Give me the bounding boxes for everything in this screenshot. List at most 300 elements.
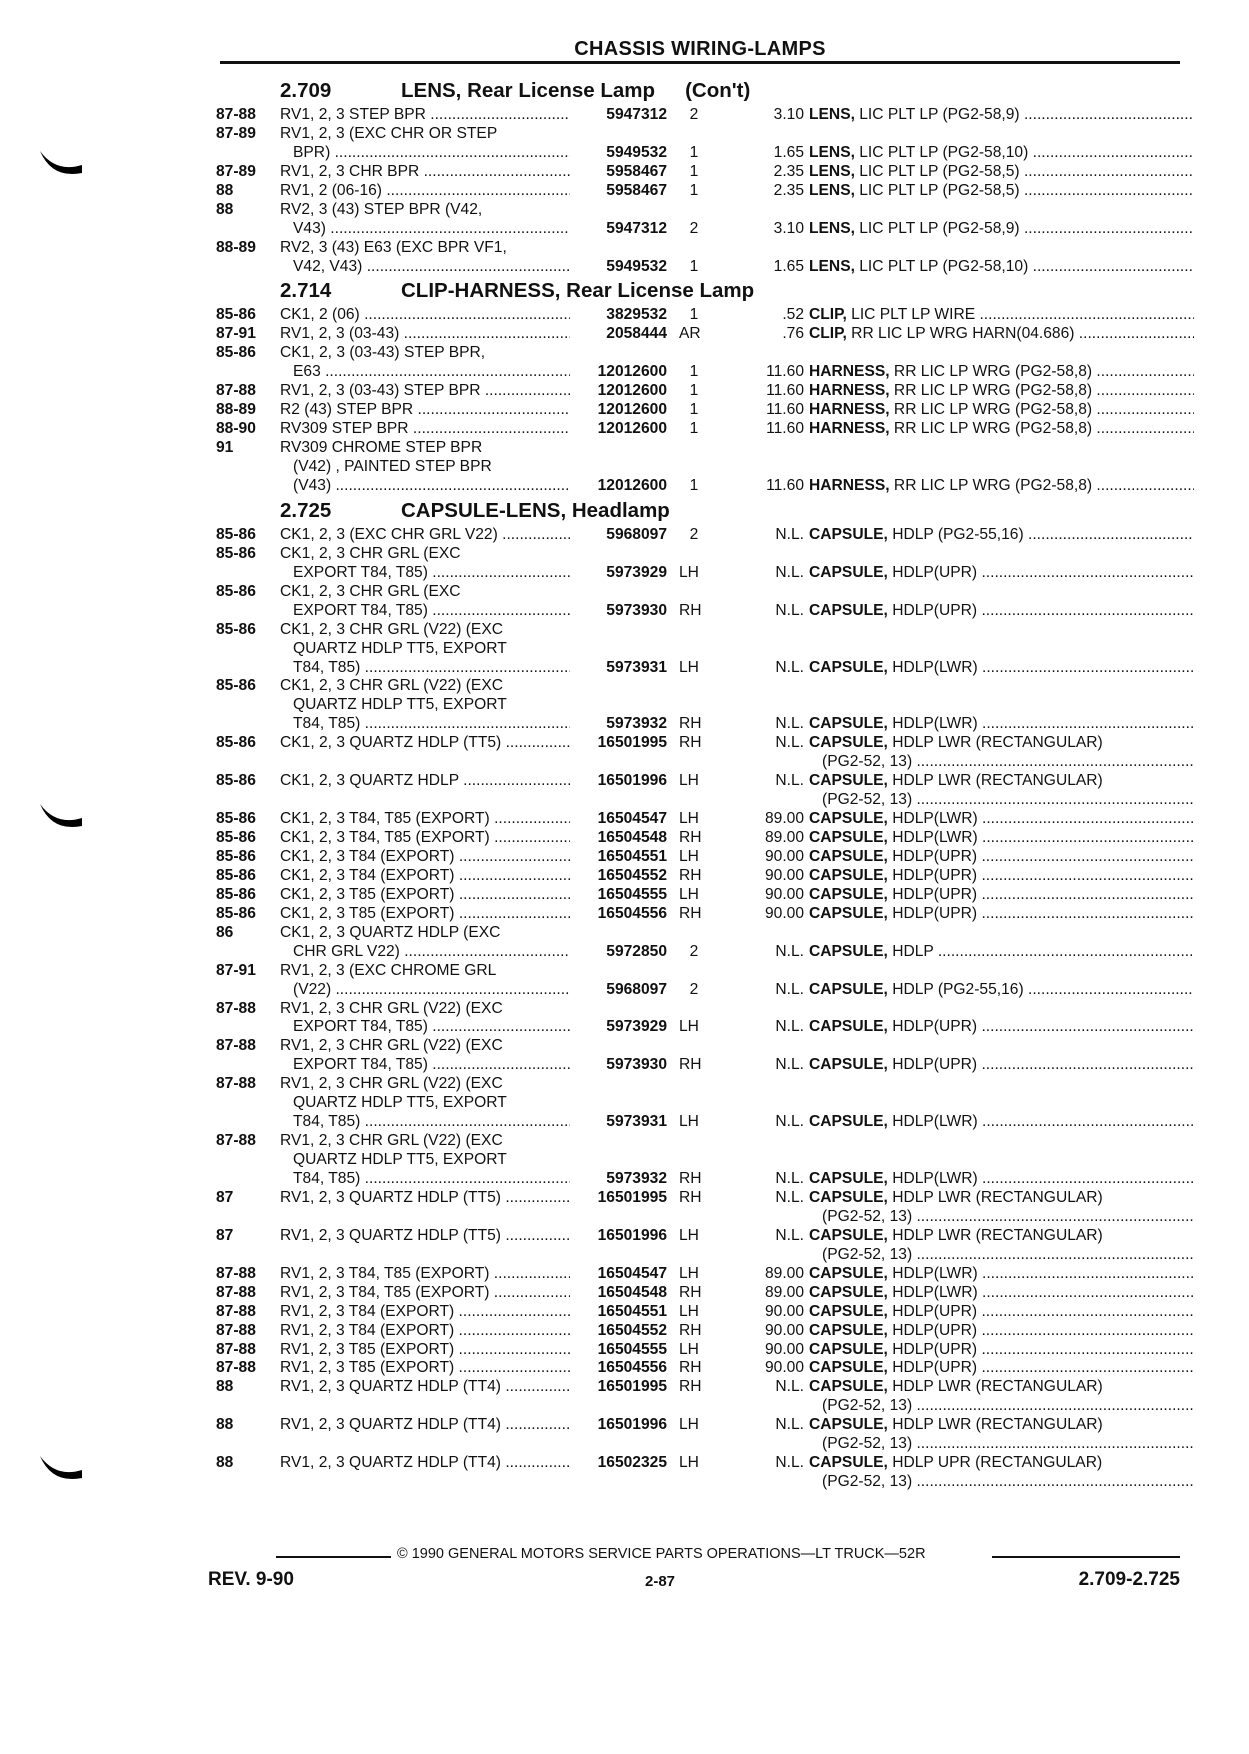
footer-rule-left — [276, 1556, 391, 1558]
part-noun: CAPSULE, — [809, 601, 888, 619]
part-number: 2058444 — [606, 325, 667, 343]
part-number: 3829532 — [606, 306, 667, 324]
price: 90.00 — [764, 866, 804, 884]
part-name — [809, 1303, 1194, 1322]
price: 11.60 — [766, 401, 804, 419]
application-description — [280, 621, 570, 678]
part-name-detail: HDLP(UPR) — [887, 847, 978, 865]
price: N.L. — [775, 1416, 804, 1434]
part-name-line — [809, 401, 1194, 420]
part-noun: CAPSULE, — [809, 1454, 888, 1472]
part-number: 16501996 — [597, 1416, 667, 1434]
quantity: RH — [679, 1283, 702, 1301]
quantity: RH — [679, 1188, 702, 1206]
price: N.L. — [775, 1454, 804, 1472]
quantity: 1 — [689, 420, 699, 438]
part-name-line — [809, 526, 1194, 545]
part-row — [216, 1359, 1196, 1378]
quantity: LH — [679, 658, 699, 676]
part-name-line — [809, 1113, 1194, 1132]
application-description — [280, 439, 570, 496]
application-description — [280, 886, 570, 905]
model-year: 85-86 — [216, 810, 256, 828]
quantity: 2 — [689, 106, 699, 123]
part-name-line — [809, 848, 1194, 867]
part-name-line — [809, 1397, 1194, 1416]
description-line: T84, T85) ..... — [280, 1113, 570, 1132]
application-description — [280, 829, 570, 848]
description-line: T84, T85) ..... — [280, 1170, 570, 1189]
part-number: 5947312 — [606, 219, 667, 237]
application-description — [280, 924, 570, 962]
part-name-detail: HDLP(UPR) — [887, 1340, 978, 1358]
description-line: CK1, 2, 3 (EXC CHR GRL V22) ..... — [280, 526, 570, 545]
part-row — [216, 106, 1196, 125]
description-line: CHR GRL V22) ..... — [280, 943, 570, 962]
part-row — [216, 1378, 1196, 1416]
section-title-text: CAPSULE-LENS, Headlamp — [401, 498, 670, 522]
application-description — [280, 1378, 570, 1397]
part-name-detail: RR LIC LP WRG (PG2-58,8) — [889, 420, 1093, 438]
quantity: RH — [679, 1056, 702, 1074]
description-line: RV1, 2, 3 T84, T85 (EXPORT) ..... — [280, 1265, 570, 1284]
part-noun: CAPSULE, — [809, 847, 888, 865]
application-description — [280, 1227, 570, 1246]
part-name — [809, 420, 1194, 439]
application-description — [280, 810, 570, 829]
part-noun: CAPSULE, — [809, 525, 888, 543]
section-heading — [216, 496, 1196, 526]
part-row — [216, 439, 1196, 496]
part-name-line — [809, 1189, 1194, 1208]
quantity: 2 — [689, 942, 699, 960]
part-name-line — [809, 791, 1194, 810]
description-line: E63 ..... — [280, 363, 570, 382]
application-description — [280, 1454, 570, 1473]
description-line: RV309 STEP BPR ..... — [280, 420, 570, 439]
part-name-detail: (PG2-52, 13) — [822, 791, 913, 809]
part-noun: CAPSULE, — [809, 563, 888, 581]
section-title-text: LENS, Rear License Lamp — [401, 79, 656, 102]
description-line: V42, V43) ..... — [280, 258, 570, 277]
part-name-line — [809, 943, 1194, 962]
description-line: RV1, 2, 3 STEP BPR ..... — [280, 106, 570, 125]
part-noun: CAPSULE, — [809, 1264, 888, 1282]
part-row — [216, 1189, 1196, 1227]
part-row — [216, 325, 1196, 344]
part-number: 5958467 — [606, 181, 667, 199]
part-number: 12012600 — [597, 476, 667, 494]
part-name-detail: HDLP (PG2-55,16) — [887, 525, 1024, 543]
part-row — [216, 201, 1196, 239]
part-name-detail: HDLP LWR (RECTANGULAR) — [887, 734, 1103, 752]
part-number: 16504547 — [597, 1264, 667, 1282]
part-name — [809, 1341, 1194, 1360]
part-name — [809, 1056, 1194, 1075]
application-description — [280, 382, 570, 401]
part-name — [809, 772, 1194, 810]
part-name-line — [809, 602, 1194, 621]
model-year: 85-86 — [216, 525, 256, 543]
part-row — [216, 867, 1196, 886]
price: 90.00 — [764, 904, 804, 922]
description-line: EXPORT T84, T85) ..... — [280, 564, 570, 583]
part-name-line — [809, 981, 1194, 1000]
price: N.L. — [775, 772, 804, 790]
section-number: 2.709 — [280, 79, 332, 102]
quantity: RH — [679, 1359, 702, 1377]
part-name-detail: HDLP — [887, 942, 934, 960]
part-name — [809, 1227, 1194, 1265]
application-description — [280, 734, 570, 753]
description-line: CK1, 2, 3 QUARTZ HDLP ..... — [280, 772, 570, 791]
description-line: CK1, 2, 3 QUARTZ HDLP (TT5) ..... — [280, 734, 570, 753]
quantity: LH — [679, 563, 699, 581]
application-description — [280, 125, 570, 163]
part-number: 12012600 — [597, 401, 667, 419]
part-name-line — [809, 867, 1194, 886]
price: 90.00 — [764, 1302, 804, 1320]
part-name-detail: RR LIC LP WRG (PG2-58,8) — [889, 382, 1093, 400]
part-name-line — [809, 306, 1194, 325]
quantity: RH — [679, 1378, 702, 1396]
part-number: 12012600 — [597, 420, 667, 438]
part-name — [809, 182, 1194, 201]
model-year: 87-91 — [216, 961, 256, 979]
part-name-detail: RR LIC LP WRG (PG2-58,8) — [889, 401, 1093, 419]
part-name-detail: LIC PLT LP (PG2-58,10) — [854, 143, 1029, 161]
part-number: 16504556 — [597, 904, 667, 922]
part-name-line — [809, 382, 1194, 401]
model-year: 87-88 — [216, 106, 256, 123]
parts-catalog — [216, 76, 1196, 1492]
quantity: 1 — [689, 162, 699, 180]
price: N.L. — [775, 1226, 804, 1244]
quantity: LH — [679, 1226, 699, 1244]
part-name — [809, 810, 1194, 829]
application-description — [280, 182, 570, 201]
part-number: 5973930 — [606, 1056, 667, 1074]
part-name — [809, 981, 1194, 1000]
part-row — [216, 1303, 1196, 1322]
part-noun: CAPSULE, — [809, 1359, 888, 1377]
model-year: 87-88 — [216, 1037, 256, 1055]
part-noun: CAPSULE, — [809, 1340, 888, 1358]
part-noun: LENS, — [809, 106, 855, 123]
quantity: RH — [679, 904, 702, 922]
part-name — [809, 564, 1194, 583]
part-row — [216, 1037, 1196, 1075]
part-name — [809, 1378, 1194, 1416]
part-name-line — [809, 1227, 1194, 1246]
description-line: RV1, 2, 3 QUARTZ HDLP (TT4) ..... — [280, 1378, 570, 1397]
part-name-detail: HDLP(LWR) — [887, 829, 978, 847]
part-number: 5968097 — [606, 525, 667, 543]
section-number: 2.714 — [280, 279, 332, 303]
price: 89.00 — [764, 1283, 804, 1301]
part-row — [216, 420, 1196, 439]
part-name — [809, 1113, 1194, 1132]
model-year: 87-88 — [216, 1075, 256, 1093]
quantity: 1 — [689, 401, 699, 419]
part-noun: LENS, — [809, 162, 855, 180]
application-description — [280, 1322, 570, 1341]
part-number: 5958467 — [606, 162, 667, 180]
part-name — [809, 106, 1194, 125]
quantity: LH — [679, 1340, 699, 1358]
description-line: RV1, 2, 3 CHR GRL (V22) (EXC — [280, 999, 503, 1017]
part-name-line — [809, 1303, 1194, 1322]
application-description — [280, 201, 570, 239]
price: 1.65 — [773, 143, 804, 161]
quantity: RH — [679, 715, 702, 733]
model-year: 88-90 — [216, 420, 256, 438]
part-row — [216, 621, 1196, 678]
part-name — [809, 886, 1194, 905]
part-name-line — [809, 144, 1194, 163]
part-name — [809, 325, 1194, 344]
model-year: 87-88 — [216, 1359, 256, 1377]
description-line: RV1, 2, 3 T84 (EXPORT) ..... — [280, 1322, 570, 1341]
part-noun: CAPSULE, — [809, 1378, 888, 1396]
quantity: RH — [679, 601, 702, 619]
price: N.L. — [775, 942, 804, 960]
description-line: QUARTZ HDLP TT5, EXPORT — [293, 1151, 507, 1169]
part-noun: HARNESS, — [809, 476, 890, 494]
model-year: 85-86 — [216, 885, 256, 903]
application-description — [280, 1416, 570, 1435]
part-row — [216, 401, 1196, 420]
part-name-line — [809, 1341, 1194, 1360]
model-year: 85-86 — [216, 904, 256, 922]
footer-copyright: © 1990 GENERAL MOTORS SERVICE PARTS OPERATIONS—LT TRUCK—52R — [397, 1546, 926, 1562]
part-number: 5968097 — [606, 980, 667, 998]
quantity: 1 — [689, 382, 699, 400]
price: 89.00 — [764, 1264, 804, 1282]
part-noun: HARNESS, — [809, 401, 890, 419]
part-number: 5972850 — [606, 942, 667, 960]
quantity: LH — [679, 810, 699, 828]
part-name-detail: HDLP LWR (RECTANGULAR) — [887, 1226, 1103, 1244]
part-name-detail: HDLP LWR (RECTANGULAR) — [887, 1188, 1103, 1206]
part-name-detail: (PG2-52, 13) — [822, 1245, 913, 1263]
description-line: CK1, 2, 3 T85 (EXPORT) ..... — [280, 886, 570, 905]
model-year: 88-89 — [216, 401, 256, 419]
description-line: RV2, 3 (43) E63 (EXC BPR VF1, — [280, 238, 507, 256]
quantity: 1 — [689, 181, 699, 199]
description-line: T84, T85) ..... — [280, 659, 570, 678]
model-year: 87-88 — [216, 1302, 256, 1320]
model-year: 87-88 — [216, 1132, 256, 1150]
description-line: EXPORT T84, T85) ..... — [280, 602, 570, 621]
part-noun: CLIP, — [809, 325, 847, 343]
price: 89.00 — [764, 810, 804, 828]
part-row — [216, 545, 1196, 583]
quantity: LH — [679, 885, 699, 903]
part-row — [216, 1341, 1196, 1360]
price: 1.65 — [773, 257, 804, 275]
part-number: 5947312 — [606, 106, 667, 123]
part-name-line — [809, 258, 1194, 277]
part-name — [809, 1322, 1194, 1341]
application-description — [280, 848, 570, 867]
description-line: RV1, 2, 3 T85 (EXPORT) ..... — [280, 1341, 570, 1360]
part-name-detail: HDLP LWR (RECTANGULAR) — [887, 1378, 1103, 1396]
part-noun: LENS, — [809, 143, 855, 161]
part-number: 16504555 — [597, 885, 667, 903]
part-name-line — [809, 1416, 1194, 1435]
part-row — [216, 583, 1196, 621]
description-line: RV309 CHROME STEP BPR — [280, 439, 483, 457]
part-name — [809, 905, 1194, 924]
part-name-detail: (PG2-52, 13) — [822, 1435, 913, 1453]
part-name-line — [809, 163, 1194, 182]
quantity: 1 — [689, 257, 699, 275]
description-line: EXPORT T84, T85) ..... — [280, 1056, 570, 1075]
part-noun: CAPSULE, — [809, 1283, 888, 1301]
price: N.L. — [775, 734, 804, 752]
description-line: CK1, 2, 3 QUARTZ HDLP (EXC — [280, 923, 501, 941]
price: N.L. — [775, 980, 804, 998]
part-name-line — [809, 1056, 1194, 1075]
part-number: 16501995 — [597, 734, 667, 752]
part-noun: CAPSULE, — [809, 885, 888, 903]
application-description — [280, 1359, 570, 1378]
part-row — [216, 1284, 1196, 1303]
part-name-detail: LIC PLT LP (PG2-58,5) — [854, 162, 1020, 180]
part-number: 16504555 — [597, 1340, 667, 1358]
model-year: 85-86 — [216, 544, 256, 562]
part-row — [216, 1416, 1196, 1454]
binder-hole-mark — [38, 147, 84, 179]
part-noun: CAPSULE, — [809, 715, 888, 733]
quantity: LH — [679, 847, 699, 865]
quantity: LH — [679, 772, 699, 790]
description-line: RV1, 2, 3 T84, T85 (EXPORT) ..... — [280, 1284, 570, 1303]
price: N.L. — [775, 1018, 804, 1036]
part-name-line — [809, 1246, 1194, 1265]
description-line: RV1, 2, 3 CHR GRL (V22) (EXC — [280, 1132, 503, 1150]
price: .76 — [782, 325, 804, 343]
section-heading — [216, 276, 1196, 306]
section-title — [401, 499, 670, 523]
part-name-line — [809, 182, 1194, 201]
part-row — [216, 125, 1196, 163]
part-name-detail: HDLP(UPR) — [887, 563, 978, 581]
part-row — [216, 1322, 1196, 1341]
part-noun: CAPSULE, — [809, 980, 888, 998]
model-year: 87 — [216, 1188, 234, 1206]
part-name — [809, 734, 1194, 772]
description-line: CK1, 2, 3 T84 (EXPORT) ..... — [280, 848, 570, 867]
part-number: 16501995 — [597, 1188, 667, 1206]
model-year: 88-89 — [216, 238, 256, 256]
part-row — [216, 1132, 1196, 1189]
part-row — [216, 1265, 1196, 1284]
part-row — [216, 886, 1196, 905]
part-noun: CLIP, — [809, 306, 847, 324]
part-name-line — [809, 1018, 1194, 1037]
quantity: 1 — [689, 476, 699, 494]
model-year: 87-88 — [216, 382, 256, 400]
description-line: CK1, 2, 3 T84, T85 (EXPORT) ..... — [280, 810, 570, 829]
part-name-detail: HDLP (PG2-55,16) — [887, 980, 1024, 998]
price: N.L. — [775, 601, 804, 619]
quantity: RH — [679, 829, 702, 847]
part-noun: CAPSULE, — [809, 810, 888, 828]
model-year: 85-86 — [216, 866, 256, 884]
part-name-detail: HDLP(UPR) — [887, 1321, 978, 1339]
section-title — [401, 279, 754, 303]
part-row — [216, 163, 1196, 182]
part-row — [216, 924, 1196, 962]
quantity: LH — [679, 1018, 699, 1036]
part-name-line — [809, 420, 1194, 439]
description-line: RV1, 2, 3 T84 (EXPORT) ..... — [280, 1303, 570, 1322]
description-line: RV1, 2, 3 CHR GRL (V22) (EXC — [280, 1037, 503, 1055]
part-name — [809, 867, 1194, 886]
part-name-line — [809, 1435, 1194, 1454]
application-description — [280, 1341, 570, 1360]
part-noun: CAPSULE, — [809, 942, 888, 960]
part-name — [809, 848, 1194, 867]
part-number: 5973930 — [606, 601, 667, 619]
description-line: RV1, 2, 3 (EXC CHR OR STEP — [280, 124, 498, 142]
price: .52 — [782, 306, 804, 324]
description-line: EXPORT T84, T85) ..... — [280, 1018, 570, 1037]
part-name — [809, 401, 1194, 420]
section-title-text: CLIP-HARNESS, Rear License Lamp — [401, 279, 755, 303]
part-row — [216, 962, 1196, 1000]
part-name-line — [809, 325, 1194, 344]
part-row — [216, 677, 1196, 734]
part-name — [809, 526, 1194, 545]
application-description — [280, 325, 570, 344]
part-name — [809, 1170, 1194, 1189]
description-line: BPR) ..... — [280, 144, 570, 163]
model-year: 85-86 — [216, 734, 256, 752]
part-name-line — [809, 106, 1194, 125]
model-year: 87-88 — [216, 1321, 256, 1339]
part-name-line — [809, 810, 1194, 829]
section-number: 2.725 — [280, 498, 332, 522]
application-description — [280, 526, 570, 545]
description-line: QUARTZ HDLP TT5, EXPORT — [293, 639, 507, 657]
model-year: 88 — [216, 1454, 234, 1472]
application-description — [280, 1303, 570, 1322]
part-noun: CAPSULE, — [809, 772, 888, 790]
part-name-detail: (PG2-52, 13) — [822, 1397, 913, 1415]
application-description — [280, 867, 570, 886]
price: 89.00 — [764, 829, 804, 847]
header-rule — [220, 61, 1180, 64]
part-number: 5949532 — [606, 257, 667, 275]
description-line: CK1, 2, 3 CHR GRL (EXC — [280, 544, 461, 562]
part-row — [216, 905, 1196, 924]
part-row — [216, 810, 1196, 829]
part-name — [809, 1018, 1194, 1037]
model-year: 85-86 — [216, 772, 256, 790]
price: 90.00 — [764, 1359, 804, 1377]
part-name-line — [809, 1454, 1194, 1473]
quantity: LH — [679, 1454, 699, 1472]
application-description — [280, 344, 570, 382]
part-name-line — [809, 564, 1194, 583]
part-noun: CAPSULE, — [809, 904, 888, 922]
part-name-line — [809, 753, 1194, 772]
part-noun: CAPSULE, — [809, 866, 888, 884]
model-year: 88 — [216, 1378, 234, 1396]
